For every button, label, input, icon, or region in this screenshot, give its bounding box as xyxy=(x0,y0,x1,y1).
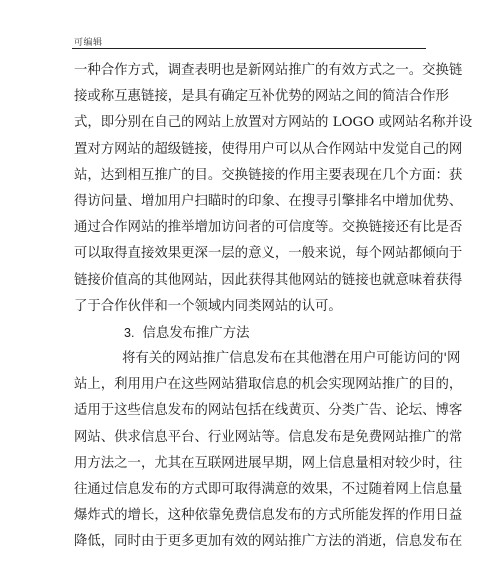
text-line: 链接价值高的其他网站，因此获得其他网站的链接也就意味着获得 xyxy=(74,272,463,288)
section-number: 3. xyxy=(124,325,135,340)
header-divider xyxy=(72,48,426,49)
text-line: 站，达到相互推广的目。交换链接的作用主要表现在几个方面：获 xyxy=(74,167,463,183)
text-line: 置对方网站的超级链接，使得用户可以从合作网站中发觉自己的网 xyxy=(74,141,463,157)
text-line: 通过合作网站的推举增加访问者的可信度等。交换链接还有比是否 xyxy=(74,220,463,236)
section-heading xyxy=(74,320,426,346)
page-header-label: 可编辑 xyxy=(74,38,103,48)
text-line: 式，即分别在自己的网站上放置对方网站的 LOGO 或网站名称并设 xyxy=(74,115,473,131)
text-line: 适用于这些信息发布的网站包括在线黄页、分类广告、论坛、博客 xyxy=(74,403,463,419)
text-line: 将有关的网站推广信息发布在其他潜在用户可能访问的'网 xyxy=(122,351,461,367)
document-body xyxy=(74,58,473,556)
text-line: 可以取得直接效果更深一层的意义，一般来说，每个网站都倾向于 xyxy=(74,246,463,262)
text-line: 接或称互惠链接，是具有确定互补优势的网站之间的简洁合作形 xyxy=(74,89,449,105)
text-line: 得访问量、增加用户扫瞄时的印象、在搜寻引擎排名中增加优势、 xyxy=(74,193,463,209)
text-line: 了于合作伙伴和一个领域内同类网站的认可。 xyxy=(74,298,342,314)
text-line: 爆炸式的增长，这种依靠免费信息发布的方式所能发挥的作用日益 xyxy=(74,508,463,524)
paragraph-exchange-links xyxy=(74,58,473,320)
text-line: 一种合作方式，调查表明也是新网站推广的有效方式之一。交换链 xyxy=(74,63,463,78)
text-line: 网站、供求信息平台、行业网站等。信息发布是免费网站推广的常 xyxy=(74,429,463,445)
section-title: 信息发布推广方法 xyxy=(142,325,250,341)
text-line: 往通过信息发布的方式即可取得满意的效果，不过随着网上信息量 xyxy=(74,482,463,497)
paragraph-info-publishing xyxy=(74,346,463,556)
text-line: 站上，利用用户在这些网站猎取信息的机会实现网站推广的目的， xyxy=(74,377,463,393)
text-line: 用方法之一，尤其在互联网进展早期，网上信息量相对较少时，往 xyxy=(74,455,463,471)
text-line: 降低，同时由于更多更加有效的网站推广方法的消逝，信息发布在 xyxy=(74,534,463,550)
